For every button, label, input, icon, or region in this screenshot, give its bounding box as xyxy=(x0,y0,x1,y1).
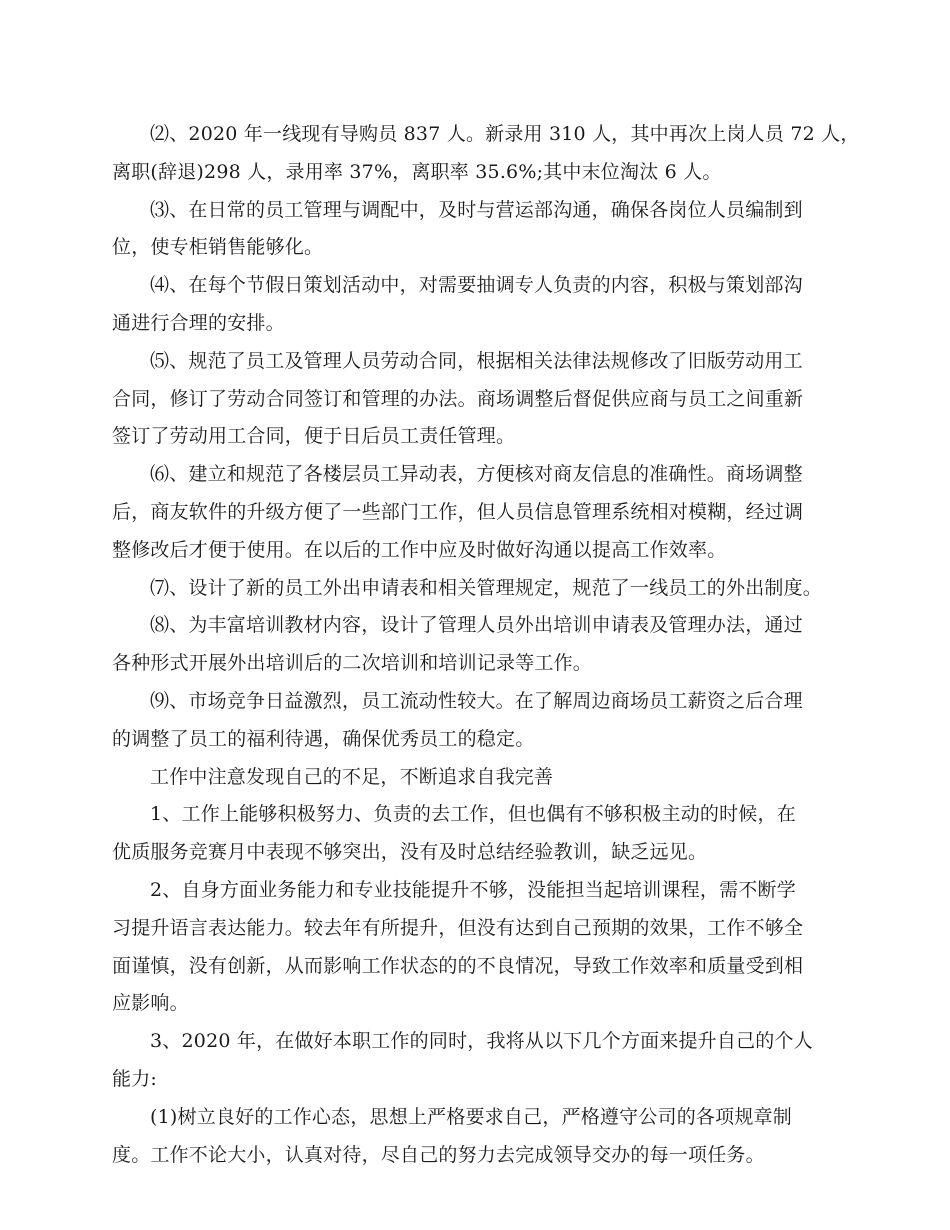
text-line: 整修改后才便于使用。在以后的工作中应及时做好沟通以提高工作效率。 xyxy=(112,538,727,561)
text-line: ⑸、规范了员工及管理人员劳动合同，根据相关法律法规修改了旧版劳动用工 xyxy=(150,349,803,372)
text-line: (1)树立良好的工作心态，思想上严格要求自己，严格遵守公司的各项规章制 xyxy=(150,1105,792,1128)
paragraph xyxy=(112,683,817,759)
text-line: 能力: xyxy=(112,1067,158,1090)
text-line: ⑺、设计了新的员工外出申请表和相关管理规定，规范了一线员工的外出制度。 xyxy=(150,576,823,599)
text-line: 优质服务竞赛月中表现不够突出，没有及时总结经验教训，缺乏远见。 xyxy=(112,841,708,864)
text-line: 离职(辞退)298 人，录用率 37%，离职率 35.6%;其中末位淘汰 6 人。 xyxy=(112,160,722,183)
text-line: 后，商友软件的升级方便了一些部门工作，但人员信息管理系统相对模糊，经过调 xyxy=(112,500,804,523)
paragraph xyxy=(112,192,817,268)
paragraph xyxy=(112,1099,817,1175)
text-line: ⑼、市场竞争日益激烈，员工流动性较大。在了解周边商场员工薪资之后合理 xyxy=(150,689,803,712)
text-line: 应影响。 xyxy=(112,992,189,1015)
text-line: 度。工作不论大小，认真对待，尽自己的努力去完成领导交办的每一项任务。 xyxy=(112,1143,765,1166)
text-line: 通进行合理的安排。 xyxy=(112,311,285,334)
paragraph xyxy=(112,570,823,608)
text-line: 1、工作上能够积极努力、负责的去工作，但也偶有不够积极主动的时候，在 xyxy=(150,803,796,826)
paragraph xyxy=(112,796,817,872)
text-line: 位，使专柜销售能够化。 xyxy=(112,236,324,259)
paragraph xyxy=(112,759,817,797)
text-line: 习提升语言表达能力。较去年有所提升，但没有达到自己预期的效果，工作不够全 xyxy=(112,916,804,939)
text-line: ⑶、在日常的员工管理与调配中，及时与营运部沟通，确保各岗位人员编制到 xyxy=(150,198,803,221)
text-line: ⑻、为丰富培训教材内容，设计了管理人员外出培训申请表及管理办法，通过 xyxy=(150,614,803,637)
text-line: ⑷、在每个节假日策划活动中，对需要抽调专人负责的内容，积极与策划部沟 xyxy=(150,274,803,297)
text-line: 面谨慎，没有创新，从而影响工作状态的的不良情况，导致工作效率和质量受到相 xyxy=(112,954,804,977)
text-line: 3、2020 年，在做好本职工作的同时，我将从以下几个方面来提升自己的个人 xyxy=(150,1030,813,1053)
text-line: 各种形式开展外出培训后的二次培训和培训记录等工作。 xyxy=(112,652,593,675)
paragraph xyxy=(112,343,817,456)
paragraph xyxy=(112,1023,817,1099)
paragraph xyxy=(112,872,817,1023)
text-line: 合同，修订了劳动合同签订和管理的办法。商场调整后督促供应商与员工之间重新 xyxy=(112,387,804,410)
text-line: 签订了劳动用工合同，便于日后员工责任管理。 xyxy=(112,425,516,448)
paragraph xyxy=(112,116,860,192)
paragraph xyxy=(112,607,817,683)
document-body xyxy=(112,116,860,1174)
paragraph xyxy=(112,267,817,343)
text-line: 的调整了员工的福利待遇，确保优秀员工的稳定。 xyxy=(112,727,535,750)
paragraph xyxy=(112,456,817,569)
text-line: 工作中注意发现自己的不足，不断追求自我完善 xyxy=(150,765,554,788)
text-line: 2、自身方面业务能力和专业技能提升不够，没能担当起培训课程，需不断学 xyxy=(150,878,796,901)
text-line: ⑵、2020 年一线现有导购员 837 人。新录用 310 人，其中再次上岗人员 72 人， xyxy=(150,123,860,145)
text-line: ⑹、建立和规范了各楼层员工异动表，方便核对商友信息的准确性。商场调整 xyxy=(150,463,803,486)
